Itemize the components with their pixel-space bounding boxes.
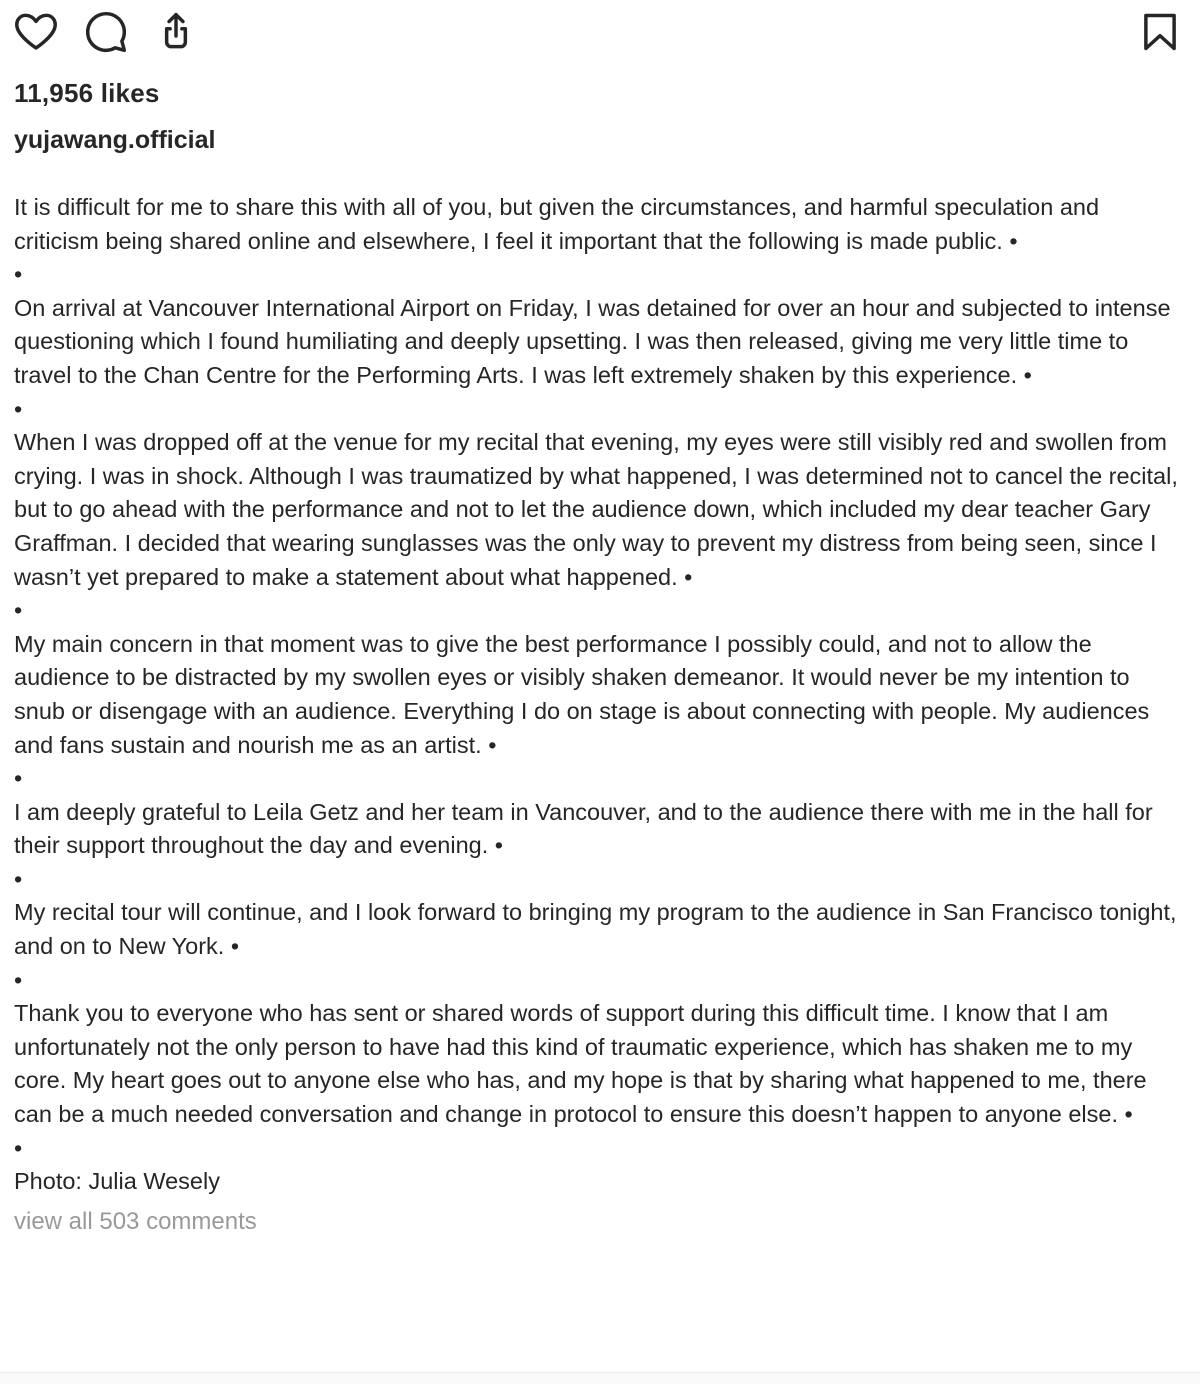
view-all-comments-link[interactable]: view all 503 comments — [14, 1207, 257, 1235]
caption-paragraph: • — [14, 395, 23, 422]
action-bar — [14, 0, 1186, 58]
caption-paragraph: • — [14, 1134, 23, 1161]
comment-button[interactable] — [84, 10, 128, 54]
like-button[interactable] — [14, 10, 58, 54]
caption-paragraph: • — [14, 865, 23, 892]
comments-section-divider — [0, 1372, 1200, 1384]
caption-paragraph: It is difficult for me to share this with all of you, but given the circumstances, and harmful speculation and criticism being shared online and elsewhere, I feel it important that the following is made public. • — [14, 194, 1100, 254]
caption-paragraph: My recital tour will continue, and I look forward to bringing my program to the audience in San Francisco tonight, and on to New York. • — [14, 899, 1177, 960]
caption-paragraph: I am deeply grateful to Leila Getz and her team in Vancouver, and to the audience there with me in the hall for their support throughout the day and evening. • — [14, 798, 1153, 859]
post-caption — [14, 191, 1186, 1199]
share-button[interactable] — [154, 10, 198, 54]
caption-paragraph: • — [14, 261, 23, 288]
caption-paragraph: • — [14, 597, 23, 624]
caption-paragraph: • — [14, 765, 23, 792]
post-author-username[interactable]: yujawang.official — [14, 126, 216, 154]
likes-count[interactable]: 11,956 likes — [14, 78, 160, 108]
save-button[interactable] — [1138, 10, 1182, 54]
caption-paragraph: On arrival at Vancouver International Airport on Friday, I was detained for over an hour and subjected to intense questioning which I found humiliating and deeply upsetting. I was then released, giving me very little time to travel to the Chan Centre for the Performing Arts. I was left extremely shaken by this experience. • — [14, 294, 1171, 388]
caption-paragraph: My main concern in that moment was to give the best performance I possibly could, and not to allow the audience to be distracted by my swollen eyes or visibly shaken demeanor. It would never be my intention to snub or disengage with an audience. Everything I do on stage is about connecting with people. My audiences and fans sustain and nourish me as an artist. • — [14, 630, 1150, 758]
caption-paragraph: When I was dropped off at the venue for my recital that evening, my eyes were still visibly red and swollen from crying. I was in shock. Although I was traumatized by what happened, I was determined not to cancel the recital, but to go ahead with the performance and not to let the audience down, which included my dear teacher Gary Graffman. I decided that wearing sunglasses was the only way to prevent my distress from being seen, since I wasn’t yet prepared to make a statement about what happened. • — [14, 429, 1178, 590]
caption-paragraph: • — [14, 966, 23, 993]
caption-paragraph: Thank you to everyone who has sent or shared words of support during this difficult time. I know that I am unfortunately not the only person to have had this kind of traumatic experience, which has shaken me to my core. My heart goes out to anyone else who has, and my hope is that by sharing what happened to me, there can be a much needed conversation and change in protocol to ensure this doesn’t happen to anyone else. • — [14, 1000, 1147, 1128]
caption-paragraph: Photo: Julia Wesely — [14, 1168, 220, 1195]
